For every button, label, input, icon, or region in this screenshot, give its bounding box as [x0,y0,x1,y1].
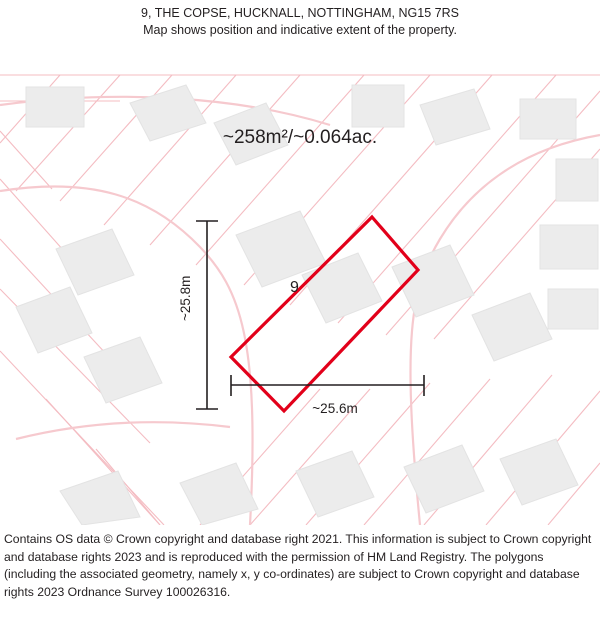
area-label: ~258m²/~0.064ac. [222,127,378,148]
property-map[interactable] [0,39,600,525]
map-vector-layer [0,39,600,525]
copyright-footer: Contains OS data © Crown copyright and database right 2021. This information is subject to Crown copyright and database rights 2023 and is reproduced with the permission of HM Land Registry. The polygons (including the associated geometry, namely x, y co-ordinates) are subject to Crown copyright and database rights 2023 Ordnance Survey 100026316. [4,532,592,599]
page-title: 9, THE COPSE, HUCKNALL, NOTTINGHAM, NG15 7RS [141,6,459,20]
vertical-dimension-label: ~25.8m [178,275,193,321]
map-header [0,0,600,39]
horizontal-dimension-label: ~25.6m [312,401,358,416]
page-subtitle: Map shows position and indicative extent of the property. [143,23,457,37]
plot-number-label: 9 [290,279,299,296]
